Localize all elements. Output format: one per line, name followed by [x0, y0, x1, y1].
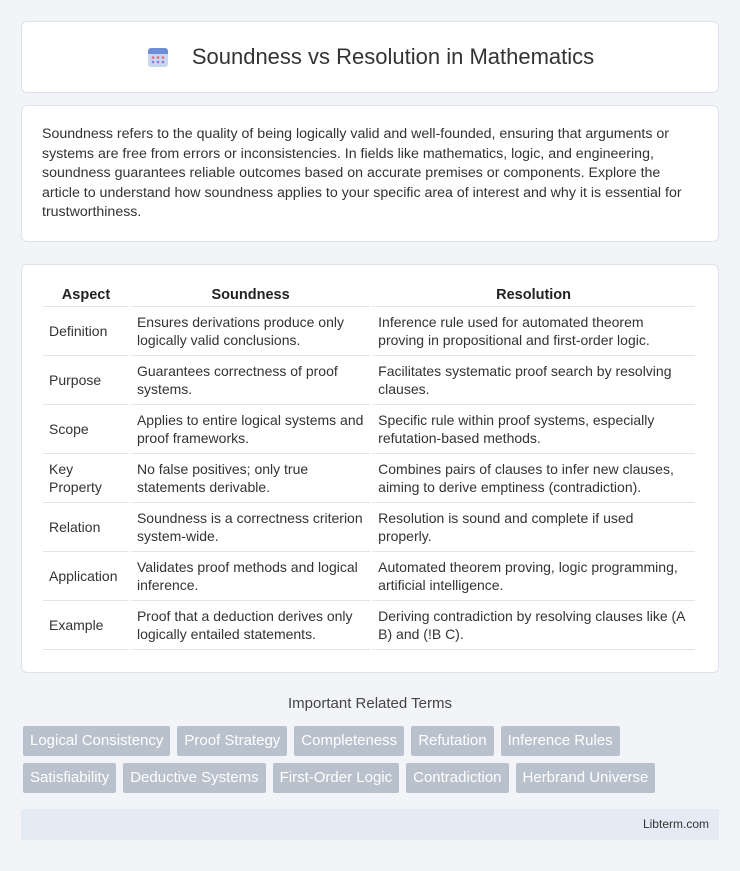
intro-text: Soundness refers to the quality of being logically valid and well-founded, ensuring that arguments or systems are free from errors or inconsistencies. In fields like mathematics, logic, and engineering, soundness guarantees reliable outcomes based on accurate premises or components. Explore the article to understand how soundness applies to your specific area of interest and why it is essential for trustworthiness.	[42, 126, 682, 221]
table-header-row	[43, 285, 695, 307]
tag-completeness[interactable]: Completeness	[294, 726, 404, 756]
table-row	[43, 307, 695, 356]
footer-site-link[interactable]: Libterm.com	[642, 817, 709, 831]
page-title: Soundness vs Resolution in Mathematics	[191, 44, 595, 69]
cell-aspect: Definition	[43, 307, 129, 356]
tag-deductive-systems[interactable]: Deductive Systems	[123, 763, 265, 793]
cell-resolution: Specific rule within proof systems, especially refutation-based methods.	[372, 405, 695, 454]
cell-resolution: Inference rule used for automated theorem proving in propositional and first-order logic.	[372, 307, 695, 356]
comparison-table-card	[21, 264, 719, 673]
related-terms-title: Important Related Terms	[288, 695, 452, 712]
related-terms-row-2	[23, 763, 723, 793]
title-card	[21, 21, 719, 93]
cell-aspect: Example	[43, 601, 129, 650]
tag-herbrand-universe[interactable]: Herbrand Universe	[516, 763, 656, 793]
cell-resolution: Resolution is sound and complete if used properly.	[372, 503, 695, 552]
cell-soundness: Proof that a deduction derives only logically entailed statements.	[131, 601, 370, 650]
cell-soundness: Validates proof methods and logical inference.	[131, 552, 370, 601]
cell-aspect: Scope	[43, 405, 129, 454]
tag-proof-strategy[interactable]: Proof Strategy	[177, 726, 287, 756]
cell-resolution: Deriving contradiction by resolving clauses like (A B) and (!B C).	[372, 601, 695, 650]
table-row	[43, 405, 695, 454]
table-row	[43, 601, 695, 650]
footer	[21, 809, 719, 840]
cell-aspect: Application	[43, 552, 129, 601]
header-resolution: Resolution	[372, 285, 695, 307]
table-row	[43, 454, 695, 503]
cell-aspect: Relation	[43, 503, 129, 552]
tag-satisfiability[interactable]: Satisfiability	[23, 763, 116, 793]
cell-resolution: Facilitates systematic proof search by resolving clauses.	[372, 356, 695, 405]
related-terms-row-1	[23, 726, 723, 756]
table-row	[43, 503, 695, 552]
cell-soundness: Guarantees correctness of proof systems.	[131, 356, 370, 405]
cell-soundness: Soundness is a correctness criterion system-wide.	[131, 503, 370, 552]
header-aspect: Aspect	[43, 285, 129, 307]
cell-soundness: Applies to entire logical systems and proof frameworks.	[131, 405, 370, 454]
calendar-grid-icon	[146, 45, 170, 69]
cell-resolution: Combines pairs of clauses to infer new clauses, aiming to derive emptiness (contradiction).	[372, 454, 695, 503]
tag-refutation[interactable]: Refutation	[411, 726, 493, 756]
header-soundness: Soundness	[131, 285, 370, 307]
tag-contradiction[interactable]: Contradiction	[406, 763, 508, 793]
table-row	[43, 356, 695, 405]
cell-aspect: Purpose	[43, 356, 129, 405]
intro-card	[21, 105, 719, 242]
table-row	[43, 552, 695, 601]
tag-logical-consistency[interactable]: Logical Consistency	[23, 726, 170, 756]
cell-soundness: Ensures derivations produce only logically valid conclusions.	[131, 307, 370, 356]
cell-resolution: Automated theorem proving, logic programming, artificial intelligence.	[372, 552, 695, 601]
tag-inference-rules[interactable]: Inference Rules	[501, 726, 620, 756]
cell-aspect: Key Property	[43, 454, 129, 503]
comparison-table	[41, 285, 697, 650]
tag-first-order-logic[interactable]: First-Order Logic	[273, 763, 400, 793]
cell-soundness: No false positives; only true statements derivable.	[131, 454, 370, 503]
